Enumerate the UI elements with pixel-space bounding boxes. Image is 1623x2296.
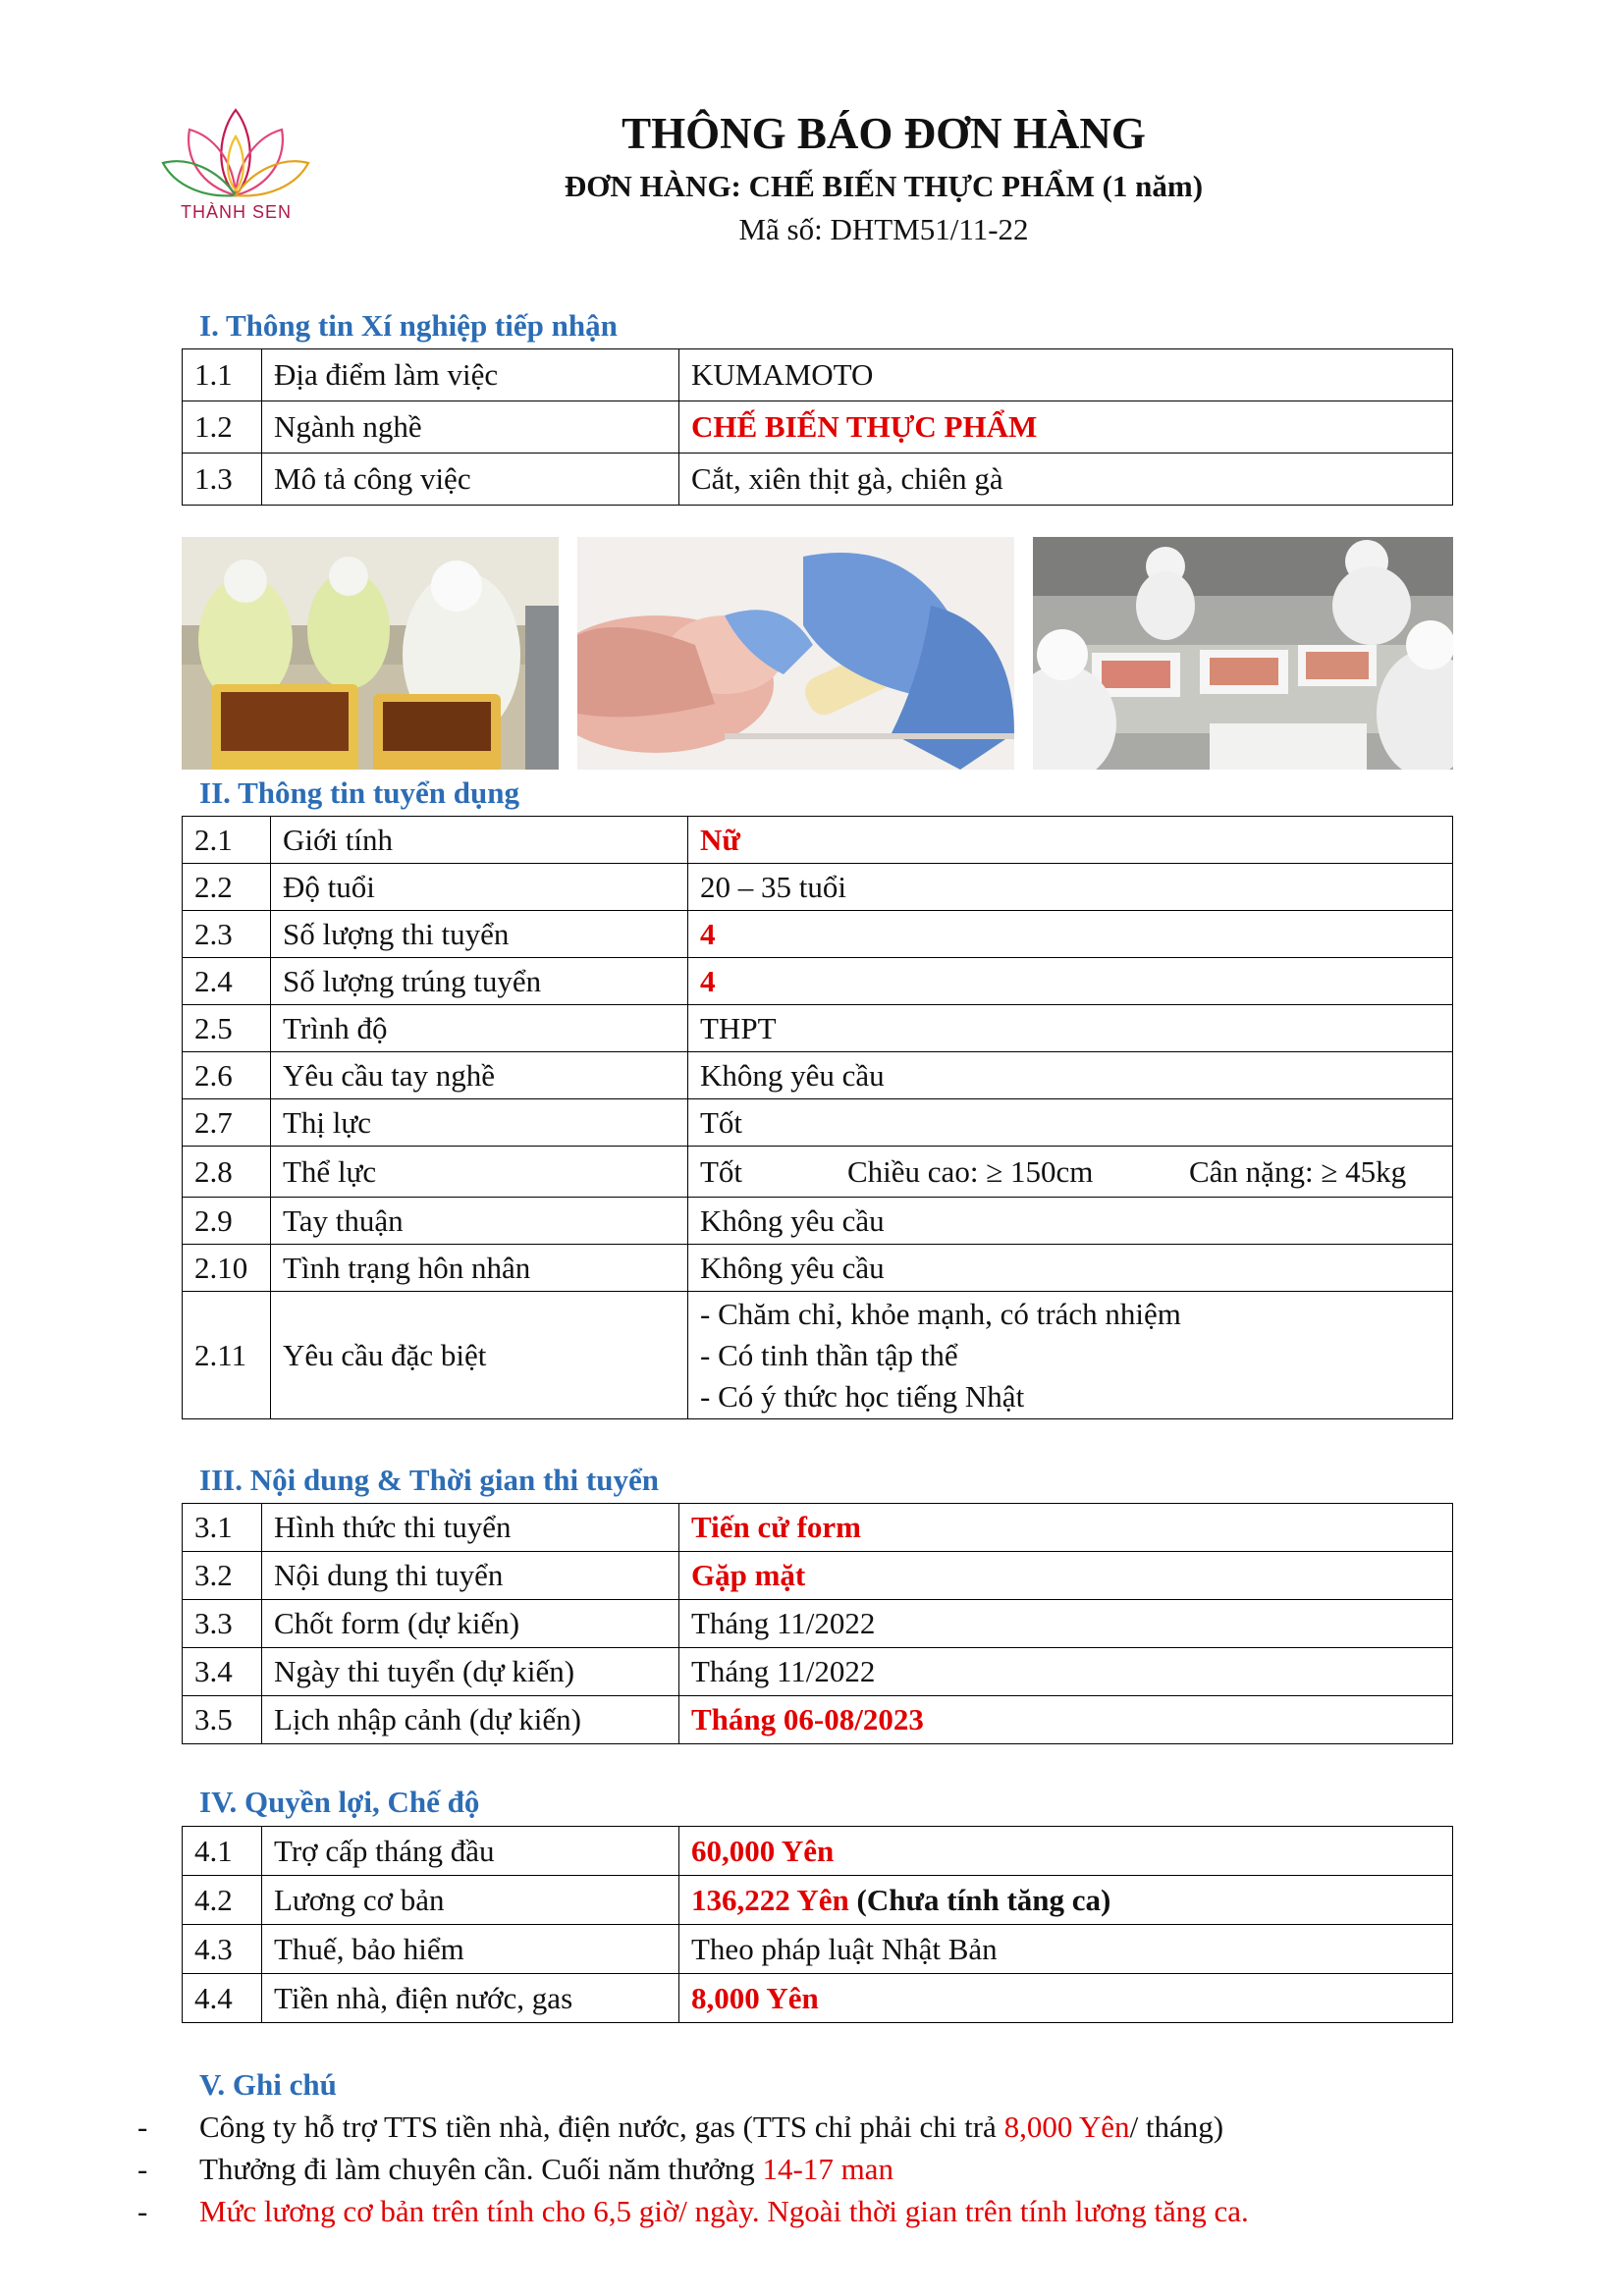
table-row xyxy=(183,454,1453,506)
row-number: 1.3 xyxy=(183,454,262,506)
row-label: Thể lực xyxy=(271,1147,688,1198)
row-label: Thị lực xyxy=(271,1099,688,1147)
row-number: 1.1 xyxy=(183,349,262,401)
row-value: Không yêu cầu xyxy=(688,1245,1453,1292)
row-value: CHẾ BIẾN THỰC PHẨM xyxy=(679,401,1453,454)
table-row xyxy=(183,1504,1453,1552)
row-value: Tháng 11/2022 xyxy=(679,1648,1453,1696)
table-row xyxy=(183,1552,1453,1600)
row-value: 20 – 35 tuổi xyxy=(688,864,1453,911)
row-number: 2.5 xyxy=(183,1005,271,1052)
row-value: 8,000 Yên xyxy=(679,1974,1453,2023)
row-value: Tốt xyxy=(688,1099,1453,1147)
row-label: Lương cơ bản xyxy=(262,1876,679,1925)
table-row xyxy=(183,349,1453,401)
row-number: 2.9 xyxy=(183,1198,271,1245)
benefits-table xyxy=(182,1826,1453,2023)
section-2-title: II. Thông tin tuyển dụng xyxy=(199,775,519,810)
note-highlight: 14-17 man xyxy=(762,2152,893,2186)
row-value: Tiến cử form xyxy=(679,1504,1453,1552)
document-code: Mã số: DHTM51/11-22 xyxy=(738,212,1029,246)
note-text xyxy=(199,2106,1223,2148)
row-value xyxy=(688,1292,1453,1419)
table-row xyxy=(183,1648,1453,1696)
row-number: 2.11 xyxy=(183,1292,271,1419)
row-number: 4.3 xyxy=(183,1925,262,1974)
row-label: Yêu cầu tay nghề xyxy=(271,1052,688,1099)
document-title: THÔNG BÁO ĐƠN HÀNG xyxy=(622,109,1146,158)
document-subtitle: ĐƠN HÀNG: CHẾ BIẾN THỰC PHẨM (1 năm) xyxy=(564,169,1204,203)
special-requirement-line: - Có ý thức học tiếng Nhật xyxy=(700,1378,1025,1414)
row-label: Ngành nghề xyxy=(262,401,679,454)
row-value: 4 xyxy=(688,958,1453,1005)
row-number: 2.3 xyxy=(183,911,271,958)
table-row xyxy=(183,1052,1453,1099)
height-requirement: Chiều cao: ≥ 150cm xyxy=(847,1153,1094,1189)
row-value: Nữ xyxy=(688,817,1453,864)
note-text-part: / tháng) xyxy=(1129,2109,1224,2144)
table-row xyxy=(183,1198,1453,1245)
table-row xyxy=(183,958,1453,1005)
row-value xyxy=(679,1876,1453,1925)
row-value: 4 xyxy=(688,911,1453,958)
row-label: Lịch nhập cảnh (dự kiến) xyxy=(262,1696,679,1744)
row-number: 3.2 xyxy=(183,1552,262,1600)
row-value: Không yêu cầu xyxy=(688,1052,1453,1099)
row-label: Tiền nhà, điện nước, gas xyxy=(262,1974,679,2023)
recruitment-info-table xyxy=(182,816,1453,1419)
row-number: 3.1 xyxy=(183,1504,262,1552)
table-row xyxy=(183,1876,1453,1925)
table-row xyxy=(183,1925,1453,1974)
note-text xyxy=(199,2148,893,2190)
row-number: 3.5 xyxy=(183,1696,262,1744)
table-row xyxy=(183,817,1453,864)
row-label: Mô tả công việc xyxy=(262,454,679,506)
table-row xyxy=(183,1696,1453,1744)
row-label: Yêu cầu đặc biệt xyxy=(271,1292,688,1419)
row-label: Ngày thi tuyển (dự kiến) xyxy=(262,1648,679,1696)
row-label: Số lượng trúng tuyển xyxy=(271,958,688,1005)
section-4-title: IV. Quyền lợi, Chế độ xyxy=(199,1785,480,1819)
factory-workers-photo xyxy=(182,537,559,770)
note-dash: - xyxy=(137,2109,148,2144)
row-number: 2.10 xyxy=(183,1245,271,1292)
exam-info-table xyxy=(182,1503,1453,1744)
note-text-part: Thưởng đi làm chuyên cần. Cuối năm thưởng xyxy=(199,2152,763,2186)
row-label: Trình độ xyxy=(271,1005,688,1052)
special-requirement-line: - Có tinh thần tập thể xyxy=(700,1337,958,1372)
row-value: 60,000 Yên xyxy=(679,1827,1453,1876)
row-number: 2.4 xyxy=(183,958,271,1005)
row-label: Hình thức thi tuyển xyxy=(262,1504,679,1552)
table-row xyxy=(183,1005,1453,1052)
table-row xyxy=(183,1974,1453,2023)
row-value: Gặp mặt xyxy=(679,1552,1453,1600)
logo-text: THÀNH SEN xyxy=(180,202,292,222)
row-label: Trợ cấp tháng đầu xyxy=(262,1827,679,1876)
row-number: 4.1 xyxy=(183,1827,262,1876)
note-text: Mức lương cơ bản trên tính cho 6,5 giờ/ ngày. Ngoài thời gian trên tính lương tăng ca. xyxy=(199,2194,1249,2228)
row-value: Tháng 06-08/2023 xyxy=(679,1696,1453,1744)
note-text-part: Công ty hỗ trợ TTS tiền nhà, điện nước, gas (TTS chỉ phải chi trả xyxy=(199,2109,1004,2144)
row-label: Thuế, bảo hiểm xyxy=(262,1925,679,1974)
section-3-title: III. Nội dung & Thời gian thi tuyển xyxy=(199,1463,659,1497)
chicken-skewer-photo xyxy=(577,537,1014,770)
salary-value: 136,222 Yên xyxy=(691,1882,849,1917)
row-value: THPT xyxy=(688,1005,1453,1052)
weight-requirement: Cân nặng: ≥ 45kg xyxy=(1189,1153,1407,1189)
row-label: Tình trạng hôn nhân xyxy=(271,1245,688,1292)
table-row xyxy=(183,1245,1453,1292)
row-number: 4.2 xyxy=(183,1876,262,1925)
row-value: Cắt, xiên thịt gà, chiên gà xyxy=(679,454,1453,506)
table-row xyxy=(183,1827,1453,1876)
table-row xyxy=(183,1600,1453,1648)
table-row xyxy=(183,1147,1453,1198)
note-dash: - xyxy=(137,2152,148,2186)
row-number: 3.3 xyxy=(183,1600,262,1648)
row-number: 2.7 xyxy=(183,1099,271,1147)
row-number: 2.8 xyxy=(183,1147,271,1198)
row-label: Số lượng thi tuyển xyxy=(271,911,688,958)
salary-note: (Chưa tính tăng ca) xyxy=(856,1882,1111,1917)
row-number: 1.2 xyxy=(183,401,262,454)
row-value: KUMAMOTO xyxy=(679,349,1453,401)
row-value: Theo pháp luật Nhật Bản xyxy=(679,1925,1453,1974)
row-label: Nội dung thi tuyển xyxy=(262,1552,679,1600)
fitness-value: Tốt xyxy=(700,1153,743,1189)
section-1-title: I. Thông tin Xí nghiệp tiếp nhận xyxy=(199,308,618,343)
row-value: Tháng 11/2022 xyxy=(679,1600,1453,1648)
row-number: 3.4 xyxy=(183,1648,262,1696)
special-requirement-line: - Chăm chỉ, khỏe mạnh, có trách nhiệm xyxy=(700,1296,1181,1331)
note-highlight: 8,000 Yên xyxy=(1003,2109,1130,2144)
row-number: 2.6 xyxy=(183,1052,271,1099)
row-number: 2.2 xyxy=(183,864,271,911)
table-row xyxy=(183,401,1453,454)
row-number: 4.4 xyxy=(183,1974,262,2023)
note-dash: - xyxy=(137,2194,148,2228)
row-label: Chốt form (dự kiến) xyxy=(262,1600,679,1648)
table-row xyxy=(183,864,1453,911)
processing-line-photo xyxy=(1033,537,1453,770)
table-row xyxy=(183,1292,1453,1419)
company-info-table xyxy=(182,348,1453,506)
section-5-title: V. Ghi chú xyxy=(199,2067,337,2102)
row-value: Không yêu cầu xyxy=(688,1198,1453,1245)
row-label: Giới tính xyxy=(271,817,688,864)
row-number: 2.1 xyxy=(183,817,271,864)
row-label: Tay thuận xyxy=(271,1198,688,1245)
table-row xyxy=(183,1099,1453,1147)
row-label: Độ tuổi xyxy=(271,864,688,911)
table-row xyxy=(183,911,1453,958)
row-value xyxy=(688,1147,1453,1198)
row-label: Địa điểm làm việc xyxy=(262,349,679,401)
